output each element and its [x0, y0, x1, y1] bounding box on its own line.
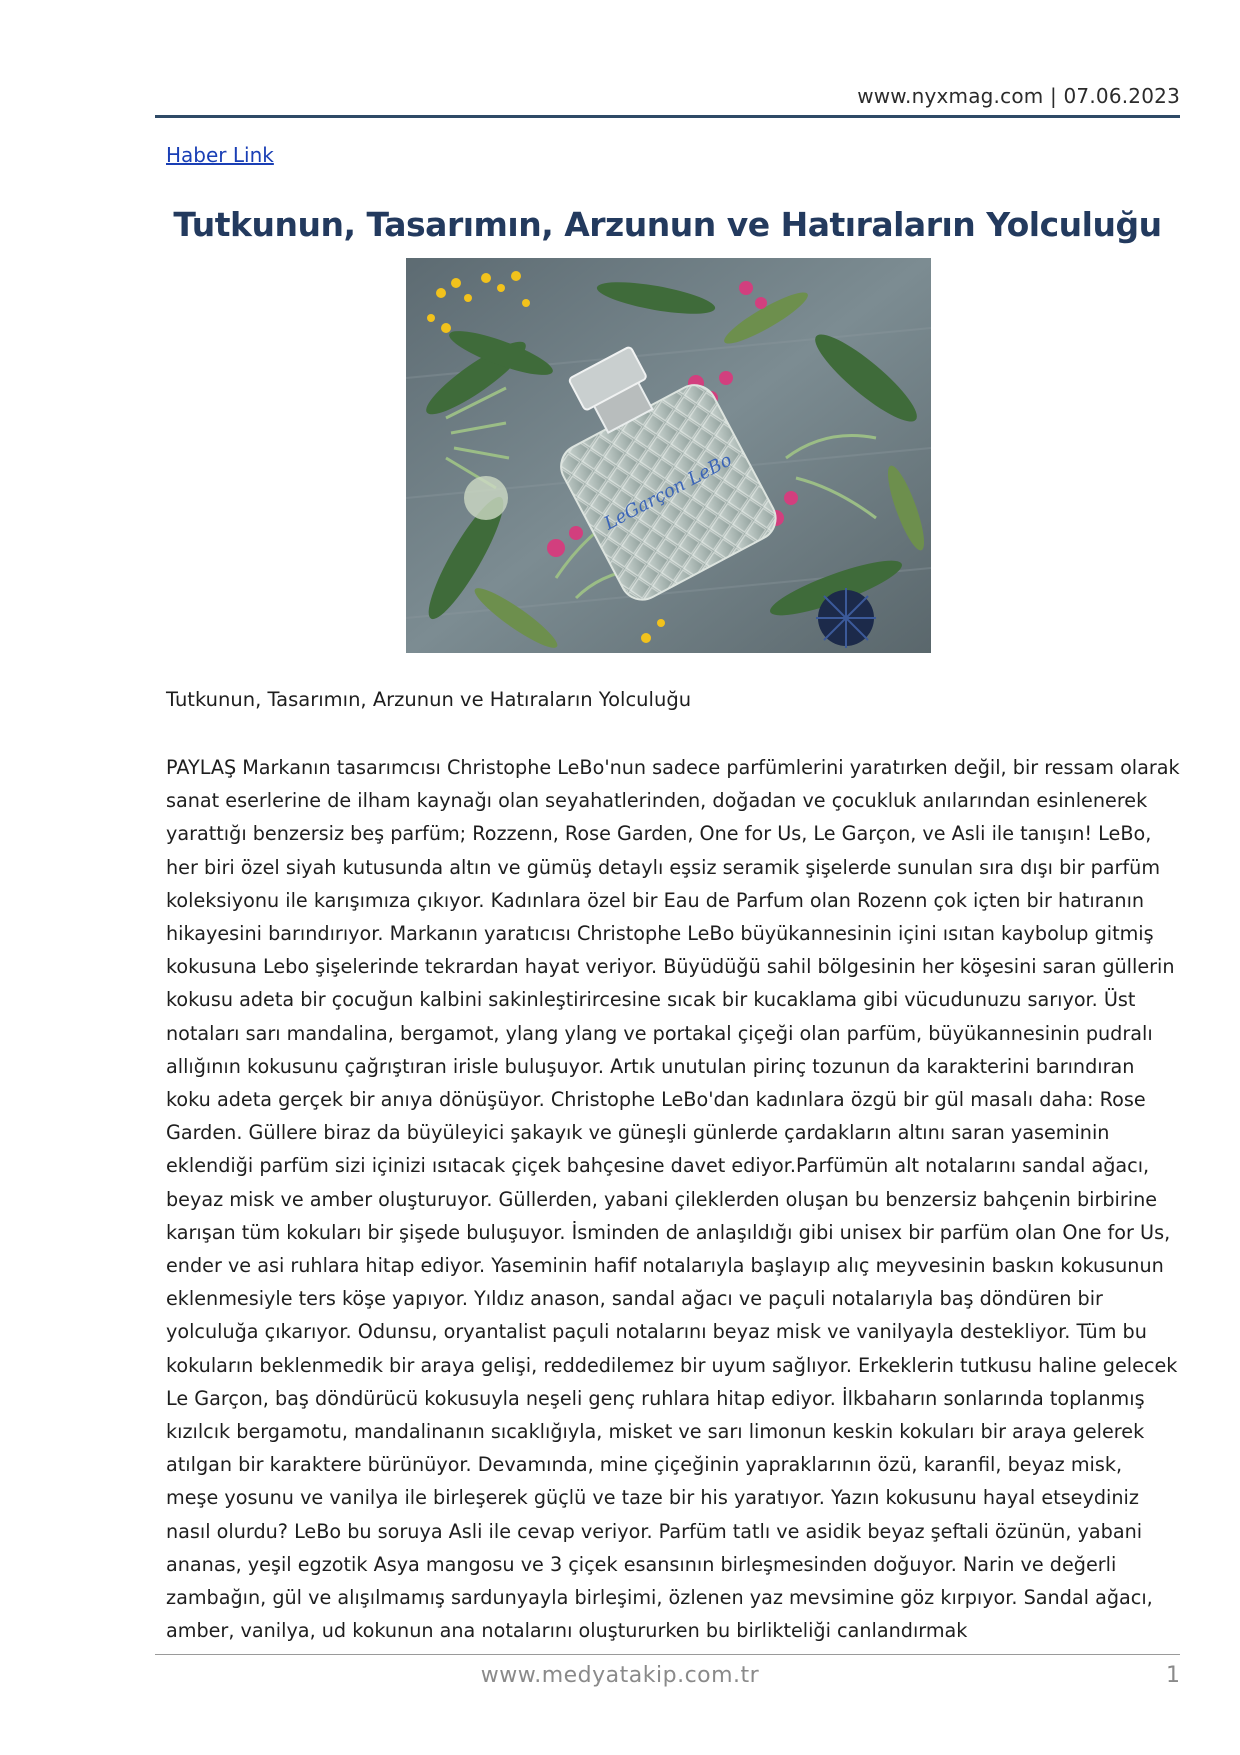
article-body: PAYLAŞ Markanın tasarımcısı Christophe LeBo'nun sadece parfümlerini yaratırken değil, bir ressam olarak sanat eserlerine de ilham kaynağı olan seyahatlerinden, doğadan ve çocukluk anılarından esinlenerek yarattığı benzersiz beş parfüm; Rozzenn, Rose Garden, One for Us, Le Garçon, ve Asli ile tanışın! LeBo, her biri özel siyah kutusunda altın ve gümüş detaylı eşsiz seramik şişelerde sunulan sıra dışı bir parfüm koleksiyonu ile karışımıza çıkıyor. Kadınlara özel bir Eau de Parfum olan Rozenn çok içten bir hatıranın hikayesini barındırıyor. Markanın yaratıcısı Christophe LeBo büyükannesinin içini ısıtan kaybolup gitmiş kokusuna Lebo şişelerinde tekrardan hayat veriyor. Büyüdüğü sahil bölgesinin her köşesini saran güllerin kokusu adeta bir çocuğun kalbini sakinleştirircesine sıcak bir kucaklama gibi vücudunuzu sarıyor. Üst notaları sarı mandalina, bergamot, ylang ylang ve portakal çiçeği olan parfüm, büyükannesinin pudralı allığının kokusunu çağrıştıran irisle buluşuyor. Artık unutulan pirinç tozunun da karakterini barındıran koku adeta gerçek bir anıya dönüşüyor. Christophe LeBo'dan kadınlara özgü bir gül masalı daha: Rose Garden. Güllere biraz da büyüleyici şakayık ve güneşli günlerde çardakların altını saran yaseminin eklendiği parfüm sizi içinizi ısıtacak çiçek bahçesine davet ediyor.Parfümün alt notalarını sandal ağacı, beyaz misk ve amber oluşturuyor. Güllerden, yabani çileklerden oluşan bu benzersiz bahçenin birbirine karışan tüm kokuları bir şişede buluşuyor. İsminden de anlaşıldığı gibi unisex bir parfüm olan One for Us, ender ve asi ruhlara hitap ediyor. Yaseminin hafif notalarıyla başlayıp alıç meyvesinin baskın kokusunun eklenmesiyle ters köşe yapıyor. Yıldız anason, sandal ağacı ve paçuli notalarıyla baş döndüren bir yolculuğa çıkarıyor. Odunsu, oryantalist paçuli notalarını beyaz misk ve vanilyayla destekliyor. Tüm bu kokuların beklenmedik bir araya gelişi, reddedilemez bir uyum sağlıyor. Erkeklerin tutkusu haline gelecek Le Garçon, baş döndürücü kokusuyla neşeli genç ruhlara hitap ediyor. İlkbaharın sonlarında toplanmış kızılcık bergamotu, mandalinanın sıcaklığıyla, misket ve sarı limonun keskin kokuları bir araya gelerek atılgan bir karaktere bürünüyor. Devamında, mine çiçeğinin yapraklarının özü, karanfil, beyaz misk, meşe yosunu ve vanilya ile birleşerek güçlü ve taze bir his yaratıyor. Yazın kokusunu hayal etseydiniz nasıl olurdu? LeBo bu soruya Asli ile cevap veriyor. Parfüm tatlı ve asidik beyaz şeftali özünün, yabani ananas, yeşil egzotik Asya mangosu ve 3 çiçek esansının birleşmesinden doğuyor. Narin ve değerli zambağın, gül ve alışılmamış sardunyayla birleşimi, özlenen yaz mevsimine göz kırpıyor. Sandal ağacı, amber, vanilya, ud kokunun ana notalarını oluştururken bu birlikteliği canlandırmak: [166, 756, 1180, 1643]
article-subtitle: Tutkunun, Tasarımın, Arzunun ve Hatıraların Yolculuğu: [166, 688, 692, 711]
page-number: 1: [1166, 1663, 1180, 1688]
footer-divider: [155, 1654, 1180, 1655]
footer-site: www.medyatakip.com.tr: [480, 1663, 760, 1688]
header-divider: [155, 115, 1180, 118]
bottle-label: LeGarçon LeBo: [600, 449, 736, 535]
source-and-date: www.nyxmag.com | 07.06.2023: [857, 84, 1180, 108]
perfume-photo: [406, 258, 931, 653]
news-link[interactable]: Haber Link: [166, 143, 274, 167]
article-title: Tutkunun, Tasarımın, Arzunun ve Hatıraların Yolculuğu: [173, 205, 1162, 244]
